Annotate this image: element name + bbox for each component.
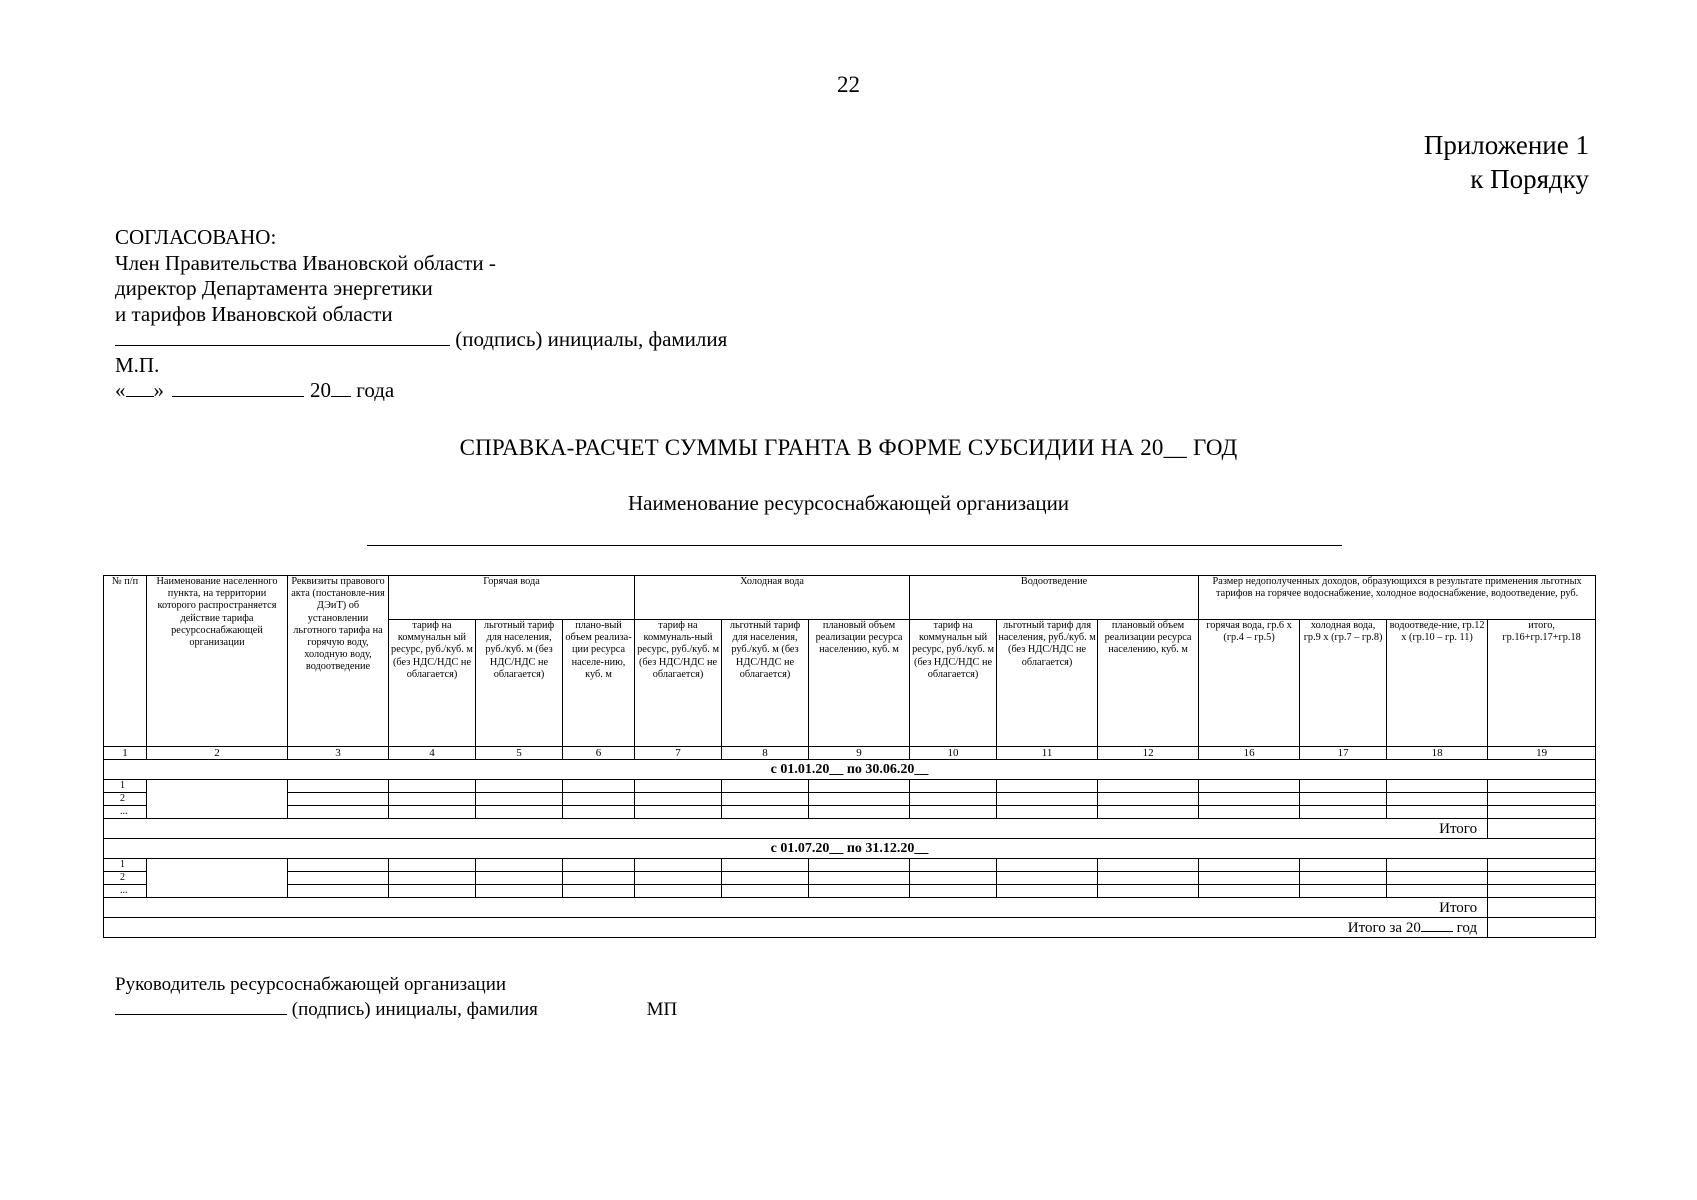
table-row [104, 885, 1596, 898]
table-row [104, 793, 1596, 806]
col-number: 10 [910, 747, 997, 760]
period-1-total-value [1488, 819, 1596, 839]
col-number: 4 [389, 747, 476, 760]
period-2-total-value [1488, 898, 1596, 918]
header-legal-act: Реквизиты правового акта (постановле-ния ДЭиТ) об установлении льготного тарифа на горячую воду, холодную воду, водоотведение [288, 576, 389, 747]
header-col-5: льготный тариф для населения, руб./куб. м (без НДС/НДС не облагается) [476, 620, 563, 747]
header-sewerage: Водоотведение [910, 576, 1199, 620]
footer-signature-row [115, 997, 677, 1022]
table-row [104, 806, 1596, 819]
organization-label: Наименование ресурсоснабжающей организации [627, 491, 1070, 515]
header-col-8: льготный тариф для населения, руб./куб. м (без НДС/НДС не облагается) [722, 620, 809, 747]
col-number: 5 [476, 747, 563, 760]
row-label: 1 [104, 780, 147, 793]
date-year-blank [331, 378, 351, 397]
table-row [104, 872, 1596, 885]
column-number-row [104, 747, 1596, 760]
header-lost-income: Размер недополученных доходов, образующихся в результате применения льготных тарифов на горячее водоснабжение, холодное водоснабжение, водоотведение, руб. [1199, 576, 1596, 620]
row-label: 1 [104, 859, 147, 872]
col-number: 19 [1488, 747, 1596, 760]
settlement-cell [147, 859, 288, 898]
col-number: 9 [809, 747, 910, 760]
header-col-10: тариф на коммунальн ый ресурс, руб./куб. м (без НДС/НДС не облагается) [910, 620, 997, 747]
footer-signature-blank-line [115, 998, 287, 1015]
date-close-quote: » [153, 378, 164, 402]
row-label: ... [104, 806, 147, 819]
header-col-6: плано-вый объем реализа-ции ресурса населе-нию, куб. м [563, 620, 635, 747]
row-label: 2 [104, 872, 147, 885]
header-col-11: льготный тариф для населения, руб./куб. м (без НДС/НДС не облагается) [997, 620, 1098, 747]
col-number: 17 [1300, 747, 1387, 760]
document-title: СПРАВКА-РАСЧЕТ СУММЫ ГРАНТА В ФОРМЕ СУБСИДИИ НА 20__ ГОД [459, 435, 1238, 460]
footer-stamp: МП [646, 999, 678, 1020]
period-2-total-label: Итого [104, 898, 1488, 918]
col-number: 3 [288, 747, 389, 760]
footer-signature-block [115, 972, 677, 1022]
approval-line-1: Член Правительства Ивановской области - [115, 250, 496, 275]
col-number: 1 [104, 747, 147, 760]
col-number: 11 [997, 747, 1098, 760]
date-open-quote: « [115, 378, 126, 402]
row-label: ... [104, 885, 147, 898]
page-number: 22 [837, 72, 860, 97]
period-1-heading: с 01.01.20__ по 30.06.20__ [104, 760, 1596, 780]
appendix-line-1: Приложение 1 [1423, 130, 1589, 160]
date-year-suffix: года [356, 378, 395, 402]
header-col-12: плановый объем реализации ресурса населению, куб. м [1098, 620, 1199, 747]
approval-line-2: директор Департамента энергетики [115, 276, 433, 300]
col-number: 6 [563, 747, 635, 760]
appendix-reference [1424, 128, 1589, 196]
col-number: 16 [1199, 747, 1300, 760]
period-1-total-label: Итого [104, 819, 1488, 839]
approval-date-row [115, 378, 727, 404]
calculation-table [103, 575, 1596, 938]
approval-stamp: М.П. [115, 352, 160, 377]
header-col-4: тариф на коммунальн ый ресурс, руб./куб. м (без НДС/НДС не облагается) [389, 620, 476, 747]
header-settlement: Наименование населенного пункта, на территории которого распространяется действие тарифа ресурсоснабжающей организации [147, 576, 288, 747]
col-number: 7 [635, 747, 722, 760]
appendix-line-2: к Порядку [1470, 164, 1589, 194]
date-day-blank [126, 378, 154, 397]
col-number: 2 [147, 747, 288, 760]
approval-line-3: и тарифов Ивановской области [115, 301, 393, 326]
signature-caption: (подпись) инициалы, фамилия [455, 327, 728, 351]
header-col-7: тариф на коммуналь-ный ресурс, руб./куб. м (без НДС/НДС не облагается) [635, 620, 722, 747]
footer-head-title: Руководитель ресурсоснабжающей организации [115, 974, 507, 995]
header-col-9: плановый объем реализации ресурса населению, куб. м [809, 620, 910, 747]
date-year-prefix: 20 [310, 378, 331, 402]
footer-signature-caption: (подпись) инициалы, фамилия [291, 999, 538, 1020]
approval-signature-row [115, 327, 727, 353]
year-total-prefix: Итого за 20 [1347, 920, 1421, 936]
organization-blank-line [367, 545, 1342, 546]
year-total-value [1488, 918, 1596, 938]
header-col-16: горячая вода, гр.6 х (гр.4 – гр.5) [1199, 620, 1300, 747]
settlement-cell [147, 780, 288, 819]
header-hot-water: Горячая вода [389, 576, 635, 620]
year-total-suffix: год [1456, 920, 1478, 936]
col-number: 12 [1098, 747, 1199, 760]
period-2-heading: с 01.07.20__ по 31.12.20__ [104, 839, 1596, 859]
header-col-18: водоотведе-ние, гр.12 х (гр.10 – гр. 11) [1387, 620, 1488, 747]
header-col-17: холодная вода, гр.9 х (гр.7 – гр.8) [1300, 620, 1387, 747]
header-row-number: № п/п [104, 576, 147, 747]
col-number: 18 [1387, 747, 1488, 760]
header-cold-water: Холодная вода [635, 576, 910, 620]
table-row [104, 859, 1596, 872]
approval-block [115, 225, 727, 404]
date-month-blank [172, 378, 304, 397]
year-total-label [104, 918, 1488, 938]
table-row [104, 780, 1596, 793]
signature-blank-line [115, 327, 450, 346]
approval-agreed: СОГЛАСОВАНО: [115, 225, 277, 249]
year-total-blank [1421, 919, 1453, 932]
col-number: 8 [722, 747, 809, 760]
row-label: 2 [104, 793, 147, 806]
header-col-19: итого, гр.16+гр.17+гр.18 [1488, 620, 1596, 747]
